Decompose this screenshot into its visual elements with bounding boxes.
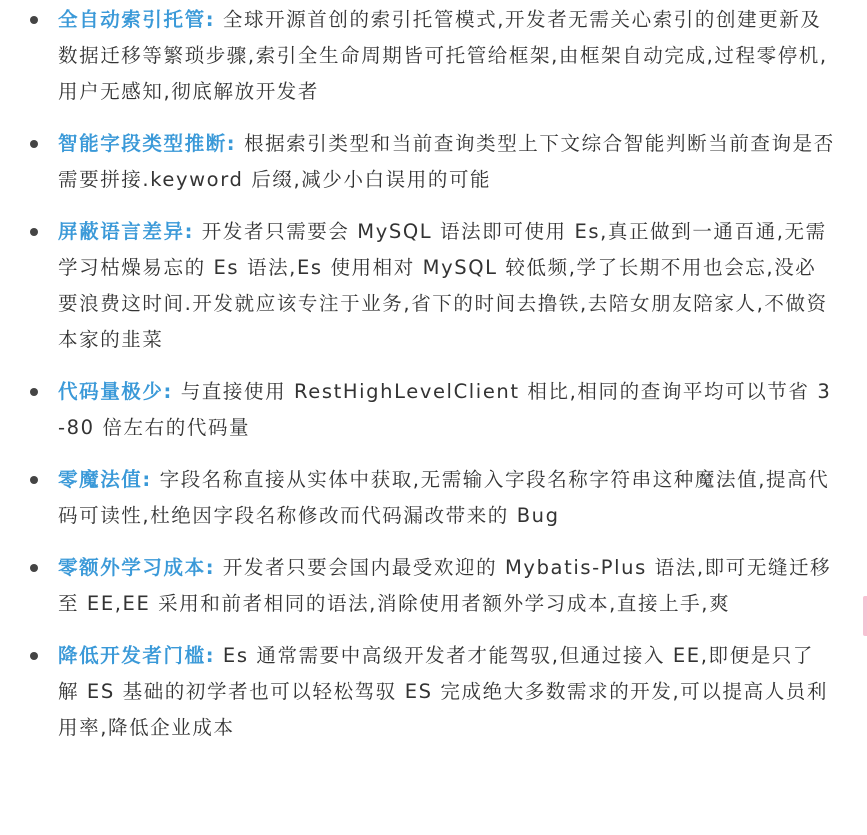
- bullet-dot-icon: [30, 228, 38, 236]
- bullet-dot-icon: [30, 652, 38, 660]
- list-item-minimal-code: [30, 374, 835, 446]
- scroll-edge-marker: [863, 596, 867, 636]
- feature-description: 开发者只需要会 MySQL 语法即可使用 Es,真正做到一通百通,无需学习枯燥易忘的 Es 语法,Es 使用相对 MySQL 较低频,学了长期不用也会忘,没必要浪费这时间.开发就应该专注于业务,省下的时间去撸铁,去陪女朋友陪家人,不做资本家的韭菜: [58, 220, 828, 351]
- feature-description: Es 通常需要中高级开发者才能驾驭,但通过接入 EE,即便是只了解 ES 基础的初学者也可以轻松驾驭 ES 完成绝大多数需求的开发,可以提高人员利用率,降低企业成本: [58, 644, 828, 739]
- bullet-dot-icon: [30, 476, 38, 484]
- feature-title: 屏蔽语言差异:: [58, 220, 194, 243]
- feature-list: [0, 2, 835, 746]
- feature-title: 全自动索引托管:: [58, 8, 216, 31]
- list-item-zero-learning-cost: [30, 550, 835, 622]
- feature-title: 智能字段类型推断:: [58, 132, 237, 155]
- feature-title: 代码量极少:: [58, 380, 173, 403]
- list-item-auto-index-hosting: [30, 2, 835, 110]
- list-item-shield-language-diff: [30, 214, 835, 358]
- feature-description: 字段名称直接从实体中获取,无需输入字段名称字符串这种魔法值,提高代码可读性,杜绝因字段名称修改而代码漏改带来的 Bug: [58, 468, 830, 527]
- list-item-zero-magic-values: [30, 462, 835, 534]
- feature-title: 降低开发者门槛:: [58, 644, 216, 667]
- feature-description: 开发者只要会国内最受欢迎的 Mybatis-Plus 语法,即可无缝迁移至 EE,EE 采用和前者相同的语法,消除使用者额外学习成本,直接上手,爽: [58, 556, 832, 615]
- bullet-dot-icon: [30, 140, 38, 148]
- list-item-lower-threshold: [30, 638, 835, 746]
- feature-description: 根据索引类型和当前查询类型上下文综合智能判断当前查询是否需要拼接.keyword 后缀,减少小白误用的可能: [58, 132, 835, 191]
- list-item-smart-field-type: [30, 126, 835, 198]
- bullet-dot-icon: [30, 16, 38, 24]
- feature-title: 零魔法值:: [58, 468, 152, 491]
- feature-description: 全球开源首创的索引托管模式,开发者无需关心索引的创建更新及数据迁移等繁琐步骤,索引全生命周期皆可托管给框架,由框架自动完成,过程零停机,用户无感知,彻底解放开发者: [58, 8, 828, 103]
- feature-title: 零额外学习成本:: [58, 556, 216, 579]
- bullet-dot-icon: [30, 388, 38, 396]
- feature-description: 与直接使用 RestHighLevelClient 相比,相同的查询平均可以节省 3-80 倍左右的代码量: [58, 380, 832, 439]
- bullet-dot-icon: [30, 564, 38, 572]
